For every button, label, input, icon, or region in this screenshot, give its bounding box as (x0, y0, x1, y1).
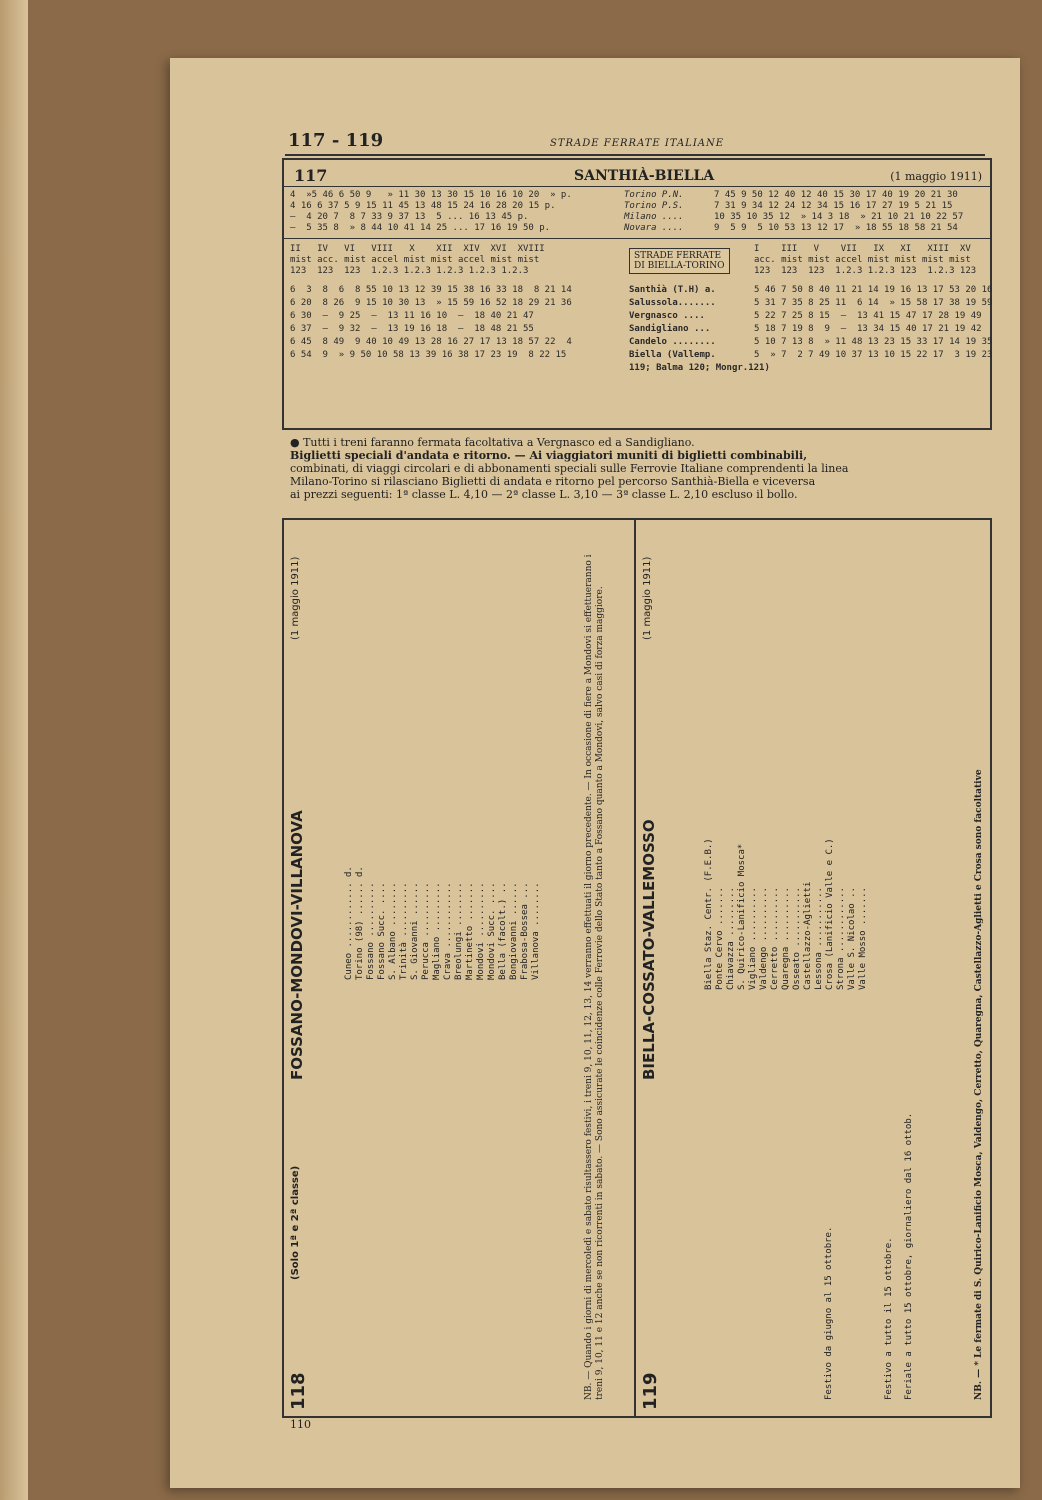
note-line: ● Tutti i treni faranno fermata facoltativa a Vergnasco ed a Sandigliano. (290, 436, 695, 449)
table-117 (282, 158, 992, 430)
company-name: STRADE FERRATE DI BIELLA-TORINO (634, 251, 725, 271)
table-119-stations: Biella Staz. Centr. (F.E.B.) Ponte Cervo ....... Chiavazza ......... S. Quirico-Lanificio Mosca* Vigliano .......... Valdengo .......... Cerretto .......... Quaregna .......... Osseato ........... Castellazzo-Aglietti Lessona ........... Crosa (Lanificio Valle e C.) Strona ............ Valle S. Nicolao .. Valle Mosso ....... (704, 838, 868, 990)
connection-stations: Torino P.N. Torino P.S. Milano .... Novara .... (624, 190, 684, 233)
up-train-header: I III V VII IX XI XIII XV acc. mist mist accel mist mist mist mist 123 123 123 1.2.3 1.2.3 123 1.2.3 123 (754, 244, 977, 276)
company-box (629, 248, 730, 274)
title-rule (284, 186, 990, 187)
header-rule (285, 154, 985, 156)
connection-times-right: 7 45 9 50 12 40 12 40 15 30 17 40 19 20 21 30 7 31 9 34 12 24 12 34 15 16 17 27 19 5 21 15 10 35 10 35 12 » 14 3 18 » 21 10 21 10 22 57 9 5 9 5 10 53 13 12 17 » 18 55 18 58 21 54 (714, 190, 964, 233)
table-divider (634, 520, 636, 1416)
table-118-subtitle: (Solo 1ª e 2ª classe) (290, 1165, 301, 1280)
table-119-feriale: Feriale a tutto 15 ottobre, giornaliero dal 16 ottob. (904, 1112, 914, 1400)
table-number: 117 (294, 166, 328, 185)
table-119-title: BIELLA-COSSATO-VALLEMOSSO (640, 819, 658, 1080)
table-118-date: (1 maggio 1911) (290, 556, 301, 640)
note-line: Biglietti speciali d'andata e ritorno. — Ai viaggiatori muniti di biglietti combinabili, (290, 449, 808, 462)
connection-times-left: 4 »5 46 6 50 9 » 11 30 13 30 15 10 16 10 20 » p. 4 16 6 37 5 9 15 11 45 13 48 15 24 16 28 20 15 p. — 4 20 7 8 7 33 9 37 13 5 ... 16 13 45 p. — 5 35 8 » 8 44 10 41 14 25 ... 17 16 19 50 p. (290, 190, 572, 233)
table-119-date: (1 maggio 1911) (642, 556, 653, 640)
note-line: ai prezzi seguenti: 1ª classe L. 4,10 — 2ª classe L. 3,10 — 3ª classe L. 2,10 escluso il bollo. (290, 488, 798, 501)
notes-117 (290, 436, 990, 501)
page-number: 110 (290, 1418, 311, 1431)
table-date: (1 maggio 1911) (890, 170, 982, 183)
down-train-header: II IV VI VIII X XII XIV XVI XVIII mist acc. mist accel mist mist accel mist mist 123 123 123 1.2.3 1.2.3 1.2.3 1.2.3 1.2.3 (290, 244, 545, 276)
table-119-festivo: Festivo da giugno al 15 ottobre. (824, 1226, 834, 1400)
note-line: combinati, di viaggi circolari e di abbonamenti speciali sulle Ferrovie Italiane comprendenti la linea (290, 462, 849, 475)
timetable-page (170, 58, 1020, 1488)
page-range: 117 - 119 (288, 130, 384, 151)
table-118-stations: Cuneo ............ d. Torino (98) ...... d. Fossano .......... Fossano Succ. .... S. Albano ........ Trinità .......... S. Giovanni ...... Perucca .......... Magliano ......... Crava ............ Breolungi ........ Martinetto ....... Mondovi .......... Mondovi Succ. .... Bella (facolt.) .. Bongiovanni ...... Frabosa-Bossea ... Villanova ........ (344, 866, 541, 980)
table-118-number: 118 (288, 1372, 309, 1410)
table-119-number: 119 (640, 1372, 661, 1410)
up-train-times: 5 46 7 50 8 40 11 21 14 19 16 13 17 53 20 16 5 31 7 35 8 25 11 6 14 » 15 58 17 38 19 59 5 22 7 25 8 15 — 13 41 15 47 17 28 19 49 5 18 7 19 8 9 — 13 34 15 40 17 21 19 42 5 10 7 13 8 » 11 48 13 23 15 33 17 14 19 35 5 » 7 2 7 49 10 37 13 10 15 22 17 3 19 23 (754, 285, 993, 360)
binding-edge (0, 0, 28, 1500)
table-title: SANTHIÀ-BIELLA (574, 168, 715, 184)
note-line: Milano-Torino si rilasciano Biglietti di andata e ritorno pel percorso Santhià-Biella e viceversa (290, 475, 816, 488)
running-title: STRADE FERRATE ITALIANE (550, 138, 725, 149)
rotated-tables (282, 518, 992, 1418)
row-rule (284, 238, 990, 239)
station-list: Santhià (T.H) a. Salussola....... Vergnasco .... Sandigliano ... Candelo ........ Biella (Vallemp. 119; Balma 120; Mongr.121) (629, 285, 770, 373)
table-118-title: FOSSANO-MONDOVI-VILLANOVA (288, 810, 306, 1080)
down-train-times: 6 3 8 6 8 55 10 13 12 39 15 38 16 33 18 8 21 14 6 20 8 26 9 15 10 30 13 » 15 59 16 52 18 29 21 36 6 30 — 9 25 — 13 11 16 10 — 18 40 21 47 6 37 — 9 32 — 13 19 16 18 — 18 48 21 55 6 45 8 49 9 40 10 49 13 28 16 27 17 13 18 57 22 4 6 54 9 » 9 50 10 58 13 39 16 38 17 23 19 8 22 15 (290, 285, 572, 360)
table-119-festivo: Festivo a tutto il 15 ottobre. (884, 1237, 894, 1400)
table-118-notes: NB. — Quando i giorni di mercoledì e sabato risultassero festivi, i treni 9, 10, 11, 12, 13, 14 verranno effettuati il giorno precedente. — In occasione di fiere a Mondovi si effettueranno i treni 9, 10, 11 e 12 anche se non ricorrenti in sabato. — Sono assicurate le coincidenze colle Ferrovie dello Stato tanto a Fossano quanto a Mondovi, salvo casi di forza maggiore. (584, 554, 605, 1400)
table-119-notes: NB. — * Le fermate di S. Quirico-Lanificio Mosca, Valdengo, Cerretto, Quaregna, Castellazzo-Aglietti e Crosa sono facoltative (974, 769, 984, 1400)
